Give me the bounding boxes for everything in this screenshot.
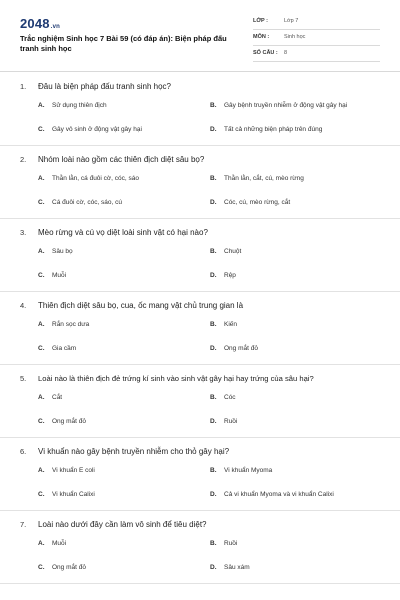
page-header: [0, 0, 400, 70]
meta-count: [253, 48, 380, 62]
option-d[interactable]: D. Sâu xám: [210, 564, 250, 571]
question-separator: [0, 364, 400, 365]
option-b[interactable]: B. Cóc: [210, 394, 236, 401]
question-6: [20, 447, 385, 498]
question-3: [20, 228, 385, 279]
question-separator: [0, 218, 400, 219]
option-c[interactable]: C. Gia cầm: [38, 345, 77, 352]
option-b[interactable]: B. Chuột: [210, 248, 242, 255]
page-title: Trắc nghiệm Sinh học 7 Bài 59 (có đáp án): Biện pháp đấu tranh sinh học: [20, 34, 227, 53]
option-a[interactable]: A. Sử dụng thiên địch: [38, 102, 107, 109]
meta-class: [253, 16, 380, 30]
meta-count-value: 8: [284, 50, 288, 56]
question-number: 1.: [20, 82, 27, 91]
option-a[interactable]: A. Sâu bọ: [38, 248, 73, 255]
option-c[interactable]: C. Ong mắt đỏ: [38, 418, 86, 425]
question-number: 7.: [20, 520, 27, 529]
option-c[interactable]: C. Cá đuôi cờ, cóc, sáo, cú: [38, 199, 123, 206]
question-2: [20, 155, 385, 206]
question-4: [20, 301, 385, 352]
question-number: 4.: [20, 301, 27, 310]
meta-class-value: Lớp 7: [284, 18, 299, 24]
option-a[interactable]: A. Rắn sọc dưa: [38, 321, 90, 328]
question-5: [20, 374, 385, 425]
option-b[interactable]: B. Gây bệnh truyền nhiễm ở động vật gây hại: [210, 102, 348, 109]
option-b[interactable]: B. Ruồi: [210, 540, 238, 547]
question-number: 3.: [20, 228, 27, 237]
question-number: 5.: [20, 374, 27, 383]
question-separator: [0, 145, 400, 146]
question-separator: [0, 583, 400, 584]
question-separator: [0, 510, 400, 511]
question-text: Đâu là biện pháp đấu tranh sinh học?: [38, 82, 171, 91]
meta-subject-value: Sinh học: [284, 34, 306, 40]
question-text: Nhóm loài nào gồm các thiên địch diệt sâu bọ?: [38, 155, 205, 164]
option-c[interactable]: C. Ong mắt đỏ: [38, 564, 86, 571]
option-a[interactable]: A. Thằn lằn, cá đuôi cờ, cóc, sáo: [38, 175, 140, 182]
question-7: [20, 520, 385, 571]
option-d[interactable]: D. Ong mắt đỏ: [210, 345, 258, 352]
header-divider: [0, 71, 400, 72]
site-logo[interactable]: 2048.vn: [20, 16, 61, 31]
meta-class-label: LỚP :: [253, 18, 268, 24]
meta-subject-label: MÔN :: [253, 34, 270, 40]
option-b[interactable]: B. Vi khuẩn Myoma: [210, 467, 273, 474]
option-b[interactable]: B. Kiến: [210, 321, 238, 328]
question-number: 6.: [20, 447, 27, 456]
meta-count-label: SỐ CÂU :: [253, 50, 278, 56]
option-a[interactable]: A. Vi khuẩn E coli: [38, 467, 95, 474]
option-c[interactable]: C. Vi khuẩn Calixi: [38, 491, 95, 498]
option-c[interactable]: C. Gây vô sinh ở động vật gây hại: [38, 126, 142, 133]
option-d[interactable]: D. Tất cả những biện pháp trên đúng: [210, 126, 323, 133]
question-separator: [0, 437, 400, 438]
question-1: [20, 82, 385, 133]
option-a[interactable]: A. Cắt: [38, 394, 63, 401]
meta-subject: [253, 32, 380, 46]
question-text: Loài nào là thiên địch đẻ trứng kí sinh vào sinh vật gây hại hay trứng của sâu hại?: [38, 374, 314, 383]
option-d[interactable]: D. Cóc, cú, mèo rừng, cắt: [210, 199, 291, 206]
question-number: 2.: [20, 155, 27, 164]
option-d[interactable]: D. Rệp: [210, 272, 236, 279]
option-b[interactable]: B. Thằn lằn, cắt, cú, mèo rừng: [210, 175, 304, 182]
option-d[interactable]: D. Ruồi: [210, 418, 238, 425]
question-text: Vi khuẩn nào gây bệnh truyền nhiễm cho thỏ gây hại?: [38, 447, 230, 456]
question-separator: [0, 291, 400, 292]
question-text: Thiên địch diệt sâu bọ, cua, ốc mang vật chủ trung gian là: [38, 301, 244, 310]
option-a[interactable]: A. Muỗi: [38, 540, 67, 547]
question-text: Mèo rừng và cú vọ diệt loài sinh vật có hại nào?: [38, 228, 208, 237]
option-d[interactable]: D. Cả vi khuẩn Myoma và vi khuẩn Calixi: [210, 491, 334, 498]
option-c[interactable]: C. Muỗi: [38, 272, 67, 279]
question-text: Loài nào dưới đây cần làm vô sinh để tiêu diệt?: [38, 520, 207, 529]
quiz-meta: [253, 16, 380, 64]
